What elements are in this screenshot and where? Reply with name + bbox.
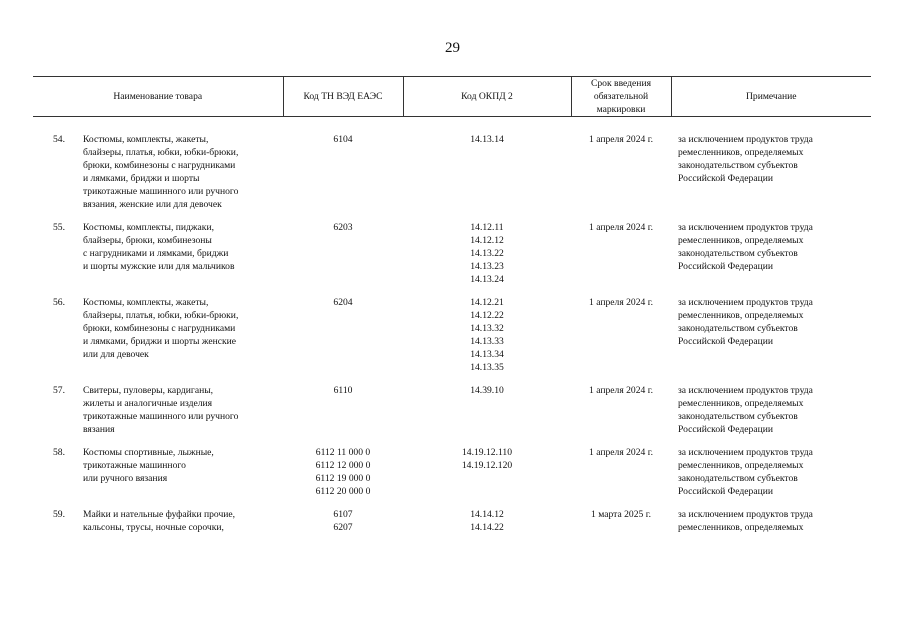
okpd-code	[403, 508, 571, 544]
product-name-line: брюки, комбинезоны с нагрудниками	[83, 160, 236, 171]
table-row	[33, 508, 871, 544]
okpd-code-line: 14.19.12.110	[461, 447, 512, 458]
note-line: законодательством субъектов	[678, 473, 798, 484]
row-number: 54.	[53, 134, 65, 145]
tnved-code	[283, 296, 403, 384]
product-name-line: Костюмы спортивные, лыжные,	[83, 447, 214, 458]
product-name-line: трикотажные машинного	[83, 460, 186, 471]
okpd-code-line: 14.14.22	[470, 522, 504, 533]
note-line: законодательством субъектов	[678, 160, 798, 171]
okpd-code-line: 14.13.34	[470, 349, 504, 360]
tnved-code	[283, 508, 403, 544]
okpd-code-line: 14.39.10	[470, 385, 504, 396]
note	[671, 221, 871, 296]
product-name-line: с нагрудниками и лямками, бриджи	[83, 248, 229, 259]
row-number: 55.	[53, 222, 65, 233]
header-name: Наименование товара	[33, 77, 283, 117]
product-name-line: брюки, комбинезоны с нагрудниками	[83, 323, 236, 334]
product-name-line: и лямками, бриджи и шорты	[83, 173, 200, 184]
note-line: законодательством субъектов	[678, 248, 798, 259]
product-name-line: вязания	[83, 424, 115, 435]
product-name-line: трикотажные машинного или ручного	[83, 186, 239, 197]
okpd-code-line: 14.12.11	[470, 222, 504, 233]
note-line: за исключением продуктов труда	[678, 222, 813, 233]
table-header-row	[33, 77, 871, 117]
product-name	[83, 296, 283, 384]
note-line: ремесленников, определяемых	[678, 147, 804, 158]
note-line: за исключением продуктов труда	[678, 134, 813, 145]
row-number: 56.	[53, 297, 65, 308]
okpd-code-line: 14.13.32	[470, 323, 504, 334]
note-line: ремесленников, определяемых	[678, 310, 804, 321]
okpd-code-line: 14.13.14	[470, 134, 504, 145]
tnved-code	[283, 117, 403, 222]
marking-date: 1 марта 2025 г.	[591, 509, 651, 520]
product-name	[83, 384, 283, 446]
marking-date: 1 апреля 2024 г.	[589, 297, 653, 308]
note-line: за исключением продуктов труда	[678, 447, 813, 458]
header-okpd: Код ОКПД 2	[403, 77, 571, 117]
okpd-code	[403, 296, 571, 384]
note-line: Российской Федерации	[678, 336, 773, 347]
okpd-code	[403, 384, 571, 446]
okpd-code	[403, 221, 571, 296]
note	[671, 446, 871, 508]
tnved-code-line: 6204	[333, 297, 353, 308]
tnved-code-line: 6104	[333, 134, 353, 145]
product-name-line: жилеты и аналогичные изделия	[83, 398, 213, 409]
tnved-code-line: 6112 11 000 0	[315, 447, 371, 458]
note	[671, 117, 871, 222]
note-line: за исключением продуктов труда	[678, 385, 813, 396]
product-name-line: или для девочек	[83, 349, 149, 360]
product-name	[83, 446, 283, 508]
tnved-code-line: 6203	[333, 222, 353, 233]
product-name-line: Майки и нательные фуфайки прочие,	[83, 509, 236, 520]
okpd-code-line: 14.14.12	[470, 509, 504, 520]
note-line: Российской Федерации	[678, 424, 773, 435]
okpd-code-line: 14.13.33	[470, 336, 504, 347]
product-name-line: Свитеры, пуловеры, кардиганы,	[83, 385, 214, 396]
note-line: ремесленников, определяемых	[678, 398, 804, 409]
tnved-code-line: 6107	[333, 509, 353, 520]
product-name	[83, 508, 283, 544]
note-line: за исключением продуктов труда	[678, 509, 813, 520]
okpd-code	[403, 446, 571, 508]
page-number: 29	[445, 40, 460, 56]
table-row	[33, 296, 871, 384]
okpd-code-line: 14.13.35	[470, 362, 504, 373]
product-name-line: блайзеры, платья, юбки, юбки-брюки,	[83, 310, 239, 321]
product-name-line: блайзеры, брюки, комбинезоны	[83, 235, 212, 246]
okpd-code-line: 14.13.22	[470, 248, 504, 259]
marking-date: 1 апреля 2024 г.	[589, 222, 653, 233]
okpd-code-line: 14.12.21	[470, 297, 504, 308]
row-number: 59.	[53, 509, 65, 520]
product-name-line: Костюмы, комплекты, жакеты,	[83, 297, 209, 308]
note-line: законодательством субъектов	[678, 323, 798, 334]
product-name-line: и шорты мужские или для мальчиков	[83, 261, 235, 272]
tnved-code-line: 6207	[333, 522, 353, 533]
product-name	[83, 221, 283, 296]
marking-date: 1 апреля 2024 г.	[589, 134, 653, 145]
product-name-line: кальсоны, трусы, ночные сорочки,	[83, 522, 224, 533]
table-row	[33, 384, 871, 446]
note	[671, 296, 871, 384]
product-name-line: Костюмы, комплекты, жакеты,	[83, 134, 209, 145]
note-line: ремесленников, определяемых	[678, 235, 804, 246]
tnved-code	[283, 384, 403, 446]
table-row	[33, 117, 871, 222]
row-number: 57.	[53, 385, 65, 396]
product-name-line: Костюмы, комплекты, пиджаки,	[83, 222, 214, 233]
marking-date: 1 апреля 2024 г.	[589, 447, 653, 458]
note-line: Российской Федерации	[678, 261, 773, 272]
marking-table	[33, 76, 871, 544]
note	[671, 384, 871, 446]
header-date: Срок введения обязательной маркировки	[571, 77, 671, 117]
table-row	[33, 446, 871, 508]
product-name	[83, 117, 283, 222]
okpd-code-line: 14.13.23	[470, 261, 504, 272]
tnved-code-line: 6112 19 000 0	[315, 473, 371, 484]
tnved-code	[283, 446, 403, 508]
table-row	[33, 221, 871, 296]
product-name-line: блайзеры, платья, юбки, юбки-брюки,	[83, 147, 239, 158]
okpd-code	[403, 117, 571, 222]
tnved-code-line: 6110	[333, 385, 353, 396]
tnved-code-line: 6112 20 000 0	[315, 486, 371, 497]
product-name-line: трикотажные машинного или ручного	[83, 411, 239, 422]
okpd-code-line: 14.12.22	[470, 310, 504, 321]
note-line: ремесленников, определяемых	[678, 460, 804, 471]
okpd-code-line: 14.19.12.120	[461, 460, 513, 471]
product-name-line: вязания, женские или для девочек	[83, 199, 222, 210]
tnved-code-line: 6112 12 000 0	[315, 460, 371, 471]
note-line: ремесленников, определяемых	[678, 522, 804, 533]
product-name-line: или ручного вязания	[83, 473, 168, 484]
okpd-code-line: 14.13.24	[470, 274, 504, 285]
note-line: за исключением продуктов труда	[678, 297, 813, 308]
row-number: 58.	[53, 447, 65, 458]
marking-date: 1 апреля 2024 г.	[589, 385, 653, 396]
okpd-code-line: 14.12.12	[470, 235, 504, 246]
note-line: Российской Федерации	[678, 486, 773, 497]
product-name-line: и лямками, бриджи и шорты женские	[83, 336, 237, 347]
note	[671, 508, 871, 544]
note-line: Российской Федерации	[678, 173, 773, 184]
note-line: законодательством субъектов	[678, 411, 798, 422]
header-tnved: Код ТН ВЭД ЕАЭС	[283, 77, 403, 117]
tnved-code	[283, 221, 403, 296]
header-note: Примечание	[671, 77, 871, 117]
